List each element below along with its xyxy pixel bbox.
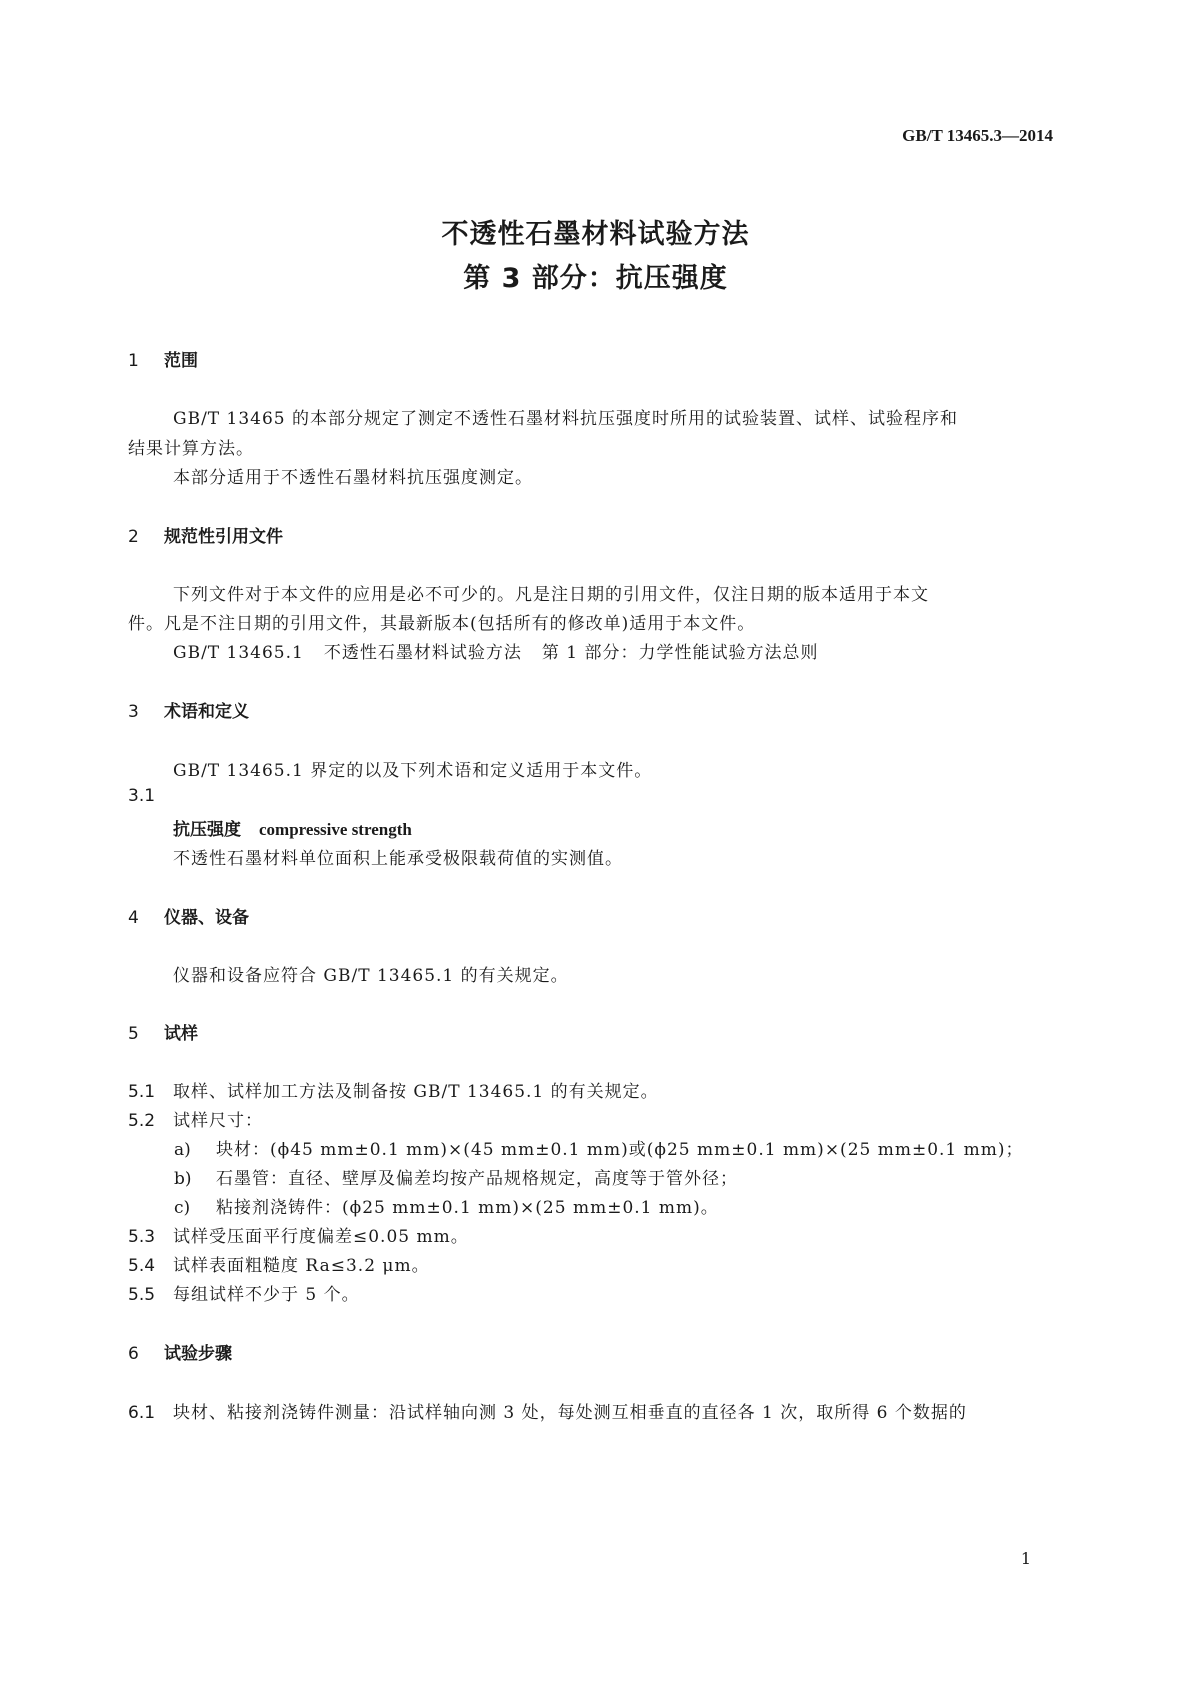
normative-reference [173, 638, 818, 663]
clause-number: 5.2 [128, 1111, 156, 1131]
clause-text: 块材、粘接剂浇铸件测量：沿试样轴向测 3 处，每处测互相垂直的直径各 1 次，取所得 6 个数据的 [173, 1403, 967, 1423]
list-item-label: a) [174, 1140, 191, 1160]
section-number: 5 [128, 1024, 139, 1044]
reference-part: 第 1 部分：力学性能试验方法总则 [541, 643, 819, 663]
list-item-label: b) [174, 1169, 192, 1189]
term-definition: 不透性石墨材料单位面积上能承受极限载荷值的实测值。 [173, 849, 623, 869]
term-chinese: 抗压强度 [173, 820, 241, 840]
term-heading [173, 815, 412, 840]
clause-5-2 [128, 1106, 263, 1131]
clause-number: 5.5 [128, 1285, 156, 1305]
paragraph-continuation: 件。凡是不注日期的引用文件，其最新版本(包括所有的修改单)适用于本文件。 [128, 614, 756, 634]
section-title: 试验步骤 [164, 1344, 232, 1364]
paragraph-continuation: 结果计算方法。 [128, 439, 254, 459]
section-6-heading [128, 1339, 232, 1364]
clause-5-1 [128, 1077, 659, 1102]
page-number: 1 [1020, 1549, 1031, 1568]
list-item-text: 粘接剂浇铸件：(ϕ25 mm±0.1 mm)×(25 mm±0.1 mm)。 [216, 1198, 719, 1218]
paragraph: 本部分适用于不透性石墨材料抗压强度测定。 [173, 468, 533, 488]
section-number: 1 [128, 351, 139, 371]
standard-number: GB/T 13465.3—2014 [902, 126, 1053, 145]
paragraph: GB/T 13465 的本部分规定了测定不透性石墨材料抗压强度时所用的试验装置、试样、试验程序和 [173, 409, 959, 429]
section-2-heading [128, 522, 283, 547]
clause-text: 试样表面粗糙度 Ra≤3.2 μm。 [173, 1256, 430, 1276]
section-number: 4 [128, 908, 139, 928]
clause-number: 6.1 [128, 1403, 156, 1423]
section-title: 范围 [164, 351, 198, 371]
section-number: 6 [128, 1344, 139, 1364]
section-title: 仪器、设备 [164, 908, 249, 928]
term-number: 3.1 [128, 786, 156, 806]
section-5-heading [128, 1019, 198, 1044]
clause-5-4 [128, 1251, 430, 1276]
clause-number: 5.1 [128, 1082, 156, 1102]
list-item-text: 石墨管：直径、壁厚及偏差均按产品规格规定，高度等于管外径； [216, 1169, 738, 1189]
section-4-heading [128, 903, 249, 928]
paragraph: GB/T 13465.1 界定的以及下列术语和定义适用于本文件。 [173, 761, 653, 781]
clause-5-3 [128, 1222, 469, 1247]
clause-text: 试样尺寸： [173, 1111, 263, 1131]
paragraph: 仪器和设备应符合 GB/T 13465.1 的有关规定。 [173, 966, 569, 986]
clause-number: 5.4 [128, 1256, 156, 1276]
clause-text: 每组试样不少于 5 个。 [173, 1285, 360, 1305]
clause-6-1 [128, 1398, 967, 1423]
section-number: 2 [128, 527, 139, 547]
list-item [174, 1135, 1024, 1160]
document-subtitle: 第 3 部分：抗压强度 [463, 263, 728, 294]
list-item [174, 1193, 719, 1218]
clause-text: 试样受压面平行度偏差≤0.05 mm。 [173, 1227, 469, 1247]
reference-code: GB/T 13465.1 [173, 643, 304, 663]
term-english: compressive strength [259, 820, 412, 839]
section-3-heading [128, 697, 249, 722]
clause-text: 取样、试样加工方法及制备按 GB/T 13465.1 的有关规定。 [173, 1082, 659, 1102]
section-title: 术语和定义 [164, 702, 249, 722]
section-number: 3 [128, 702, 139, 722]
list-item [174, 1164, 738, 1189]
paragraph: 下列文件对于本文件的应用是必不可少的。凡是注日期的引用文件，仅注日期的版本适用于本文 [173, 585, 929, 605]
section-title: 试样 [164, 1024, 198, 1044]
list-item-label: c) [174, 1198, 191, 1218]
list-item-text: 块材：(ϕ45 mm±0.1 mm)×(45 mm±0.1 mm)或(ϕ25 mm±0.1 mm)×(25 mm±0.1 mm)； [216, 1140, 1024, 1160]
section-title: 规范性引用文件 [164, 527, 283, 547]
reference-title: 不透性石墨材料试验方法 [323, 643, 522, 663]
section-1-heading [128, 346, 198, 371]
clause-number: 5.3 [128, 1227, 156, 1247]
document-title: 不透性石墨材料试验方法 [441, 219, 750, 250]
clause-5-5 [128, 1280, 360, 1305]
